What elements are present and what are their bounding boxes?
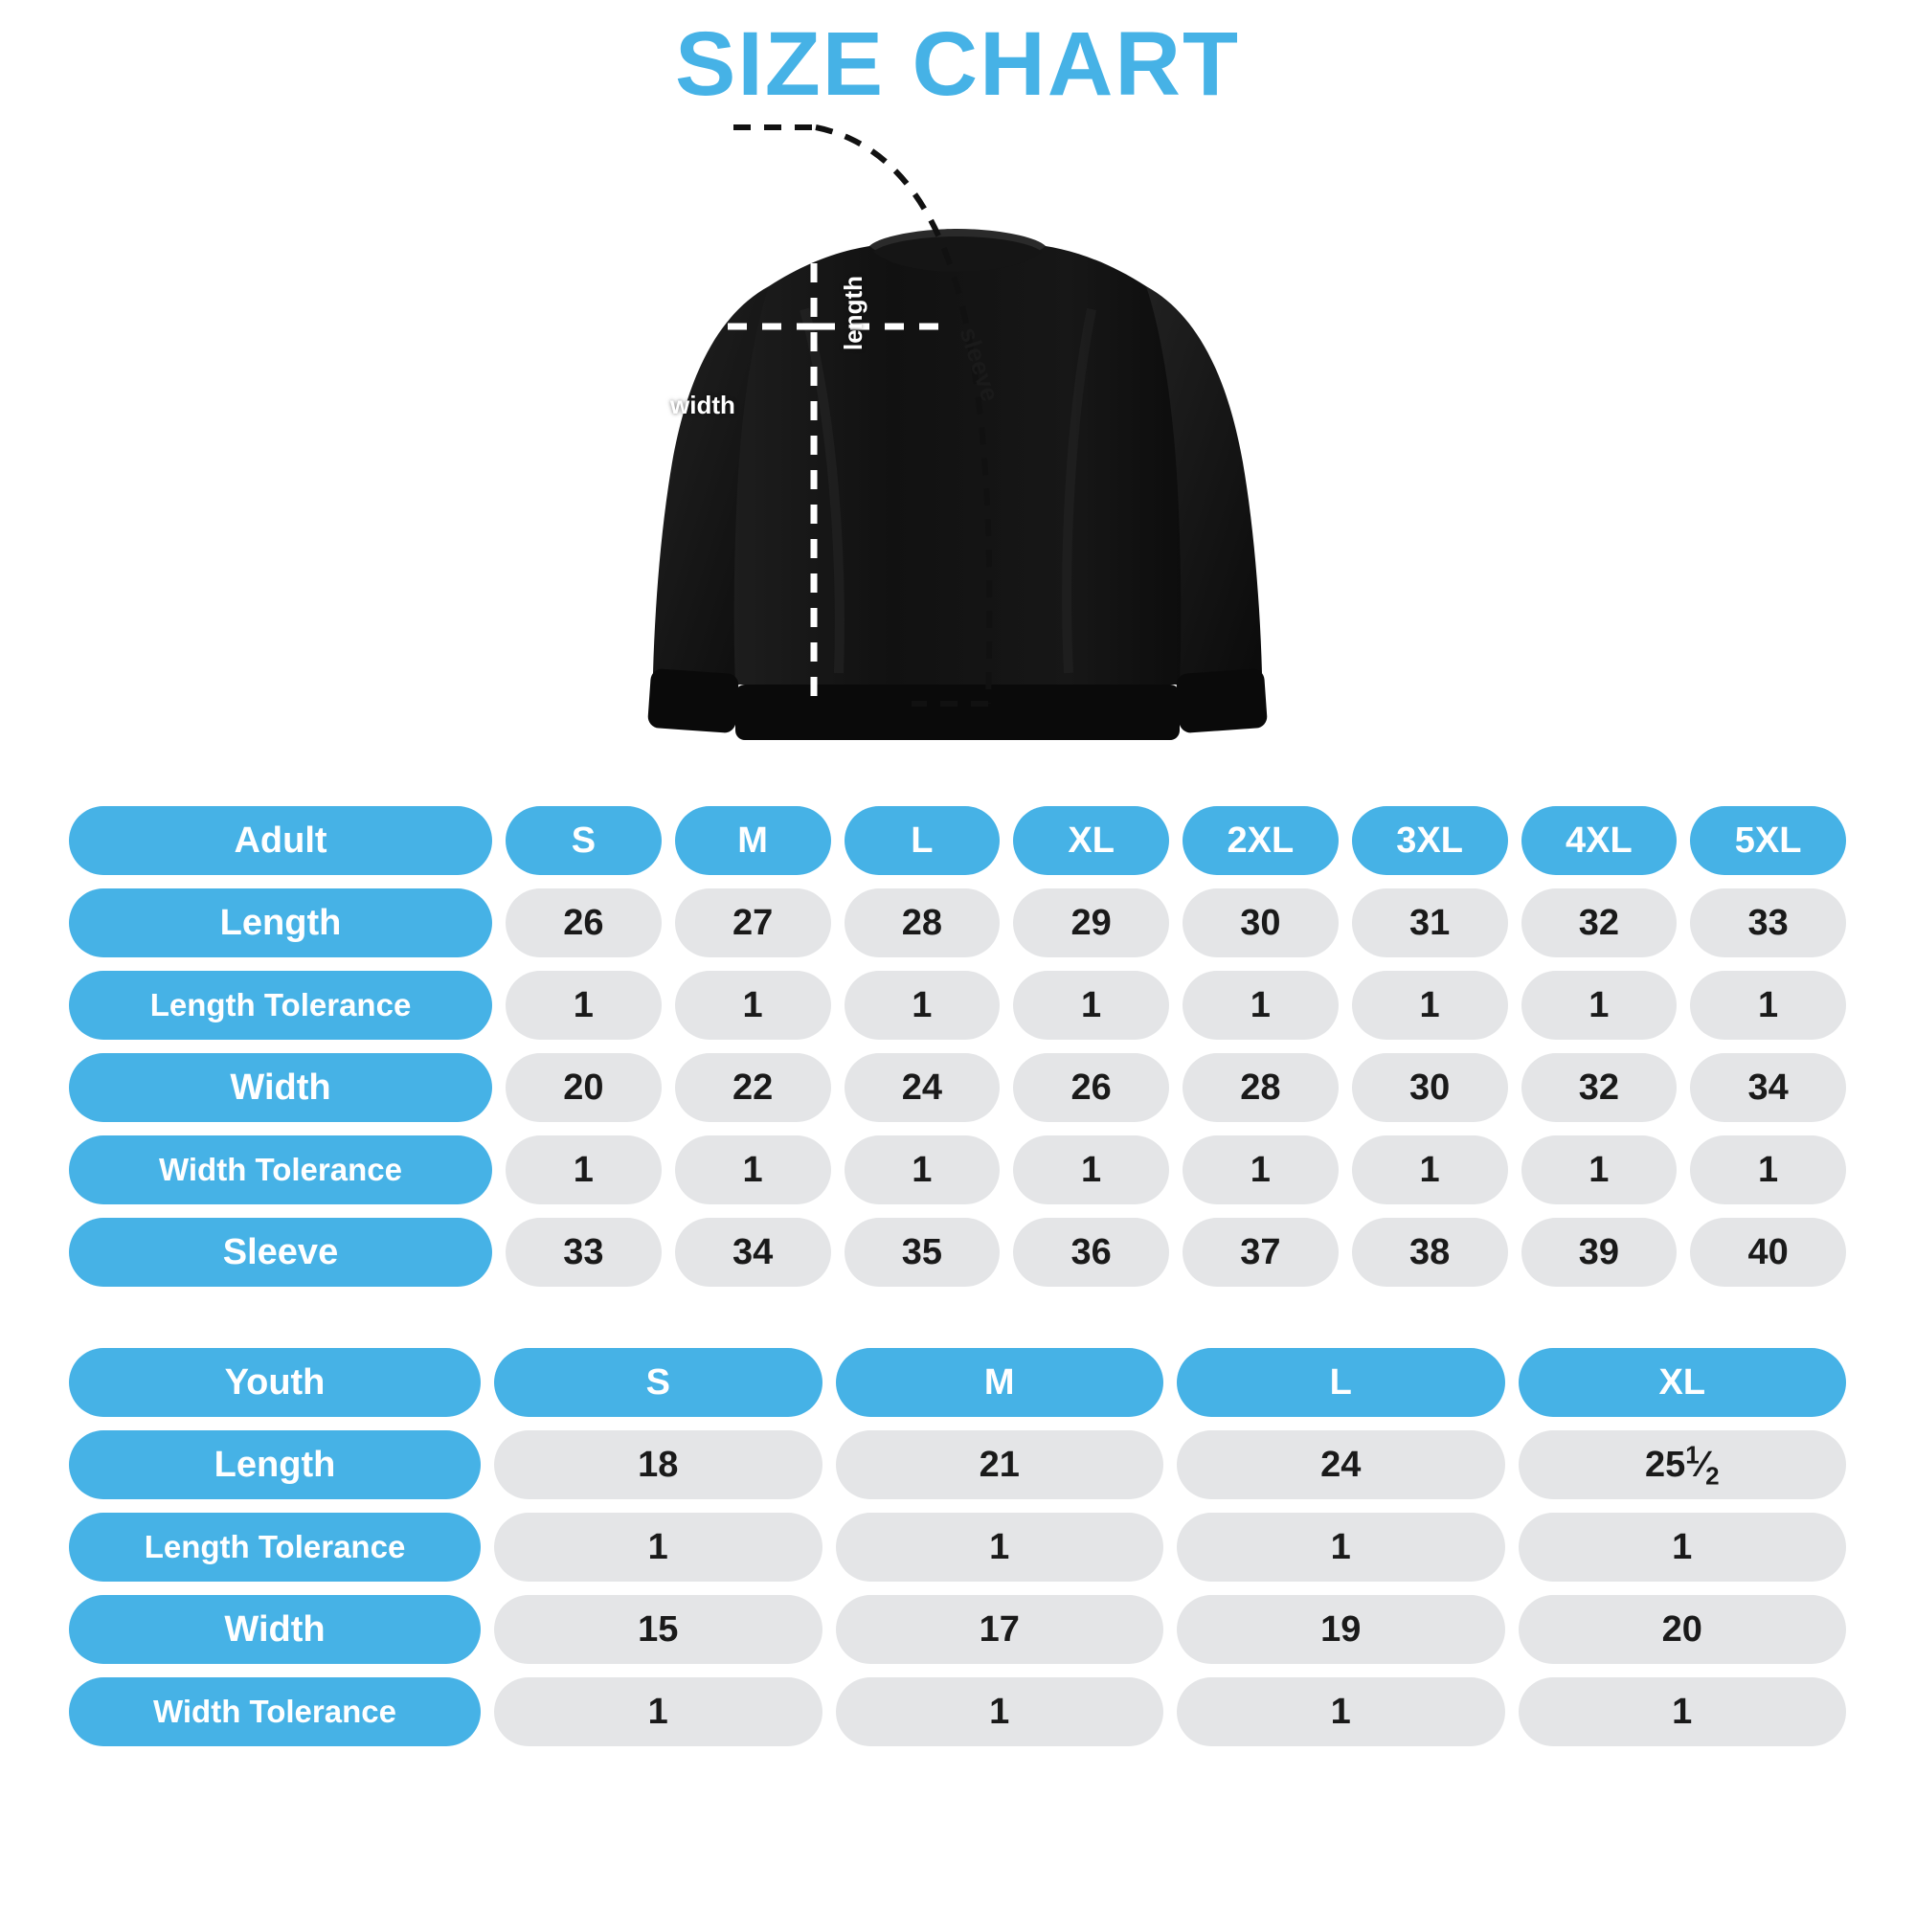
table-header-row xyxy=(69,1348,1846,1417)
youth-cell-length-l: 24 xyxy=(1177,1430,1505,1499)
youth-cell-width-tolerance-m: 1 xyxy=(836,1677,1164,1746)
row-label-sleeve: Sleeve xyxy=(69,1218,492,1287)
page-title: SIZE CHART xyxy=(675,13,1240,115)
size-chart-page xyxy=(0,13,1915,1932)
adult-size-table xyxy=(56,793,1859,1300)
cell-length-2xl: 30 xyxy=(1183,888,1339,957)
table-row xyxy=(69,1135,1846,1204)
cell-width-5xl: 34 xyxy=(1690,1053,1846,1122)
youth-cell-length-m: 21 xyxy=(836,1430,1164,1499)
cell-width-s: 20 xyxy=(506,1053,662,1122)
cell-sleeve-2xl: 37 xyxy=(1183,1218,1339,1287)
adult-corner-label: Adult xyxy=(69,806,492,875)
column-header-3xl: 3XL xyxy=(1352,806,1508,875)
youth-row-label-width-tolerance: Width Tolerance xyxy=(69,1677,481,1746)
cell-length-tolerance-2xl: 1 xyxy=(1183,971,1339,1040)
cell-width-tolerance-l: 1 xyxy=(845,1135,1001,1204)
youth-cell-length-tolerance-m: 1 xyxy=(836,1513,1164,1582)
youth-cell-width-tolerance-l: 1 xyxy=(1177,1677,1505,1746)
cell-width-m: 22 xyxy=(675,1053,831,1122)
table-row xyxy=(69,888,1846,957)
cell-width-tolerance-2xl: 1 xyxy=(1183,1135,1339,1204)
cell-length-4xl: 32 xyxy=(1521,888,1678,957)
youth-corner-label: Youth xyxy=(69,1348,481,1417)
table-row xyxy=(69,1677,1846,1746)
column-header-5xl: 5XL xyxy=(1690,806,1846,875)
youth-column-header-l: L xyxy=(1177,1348,1505,1417)
cell-sleeve-4xl: 39 xyxy=(1521,1218,1678,1287)
youth-cell-width-m: 17 xyxy=(836,1595,1164,1664)
cell-width-tolerance-m: 1 xyxy=(675,1135,831,1204)
cell-length-tolerance-xl: 1 xyxy=(1013,971,1169,1040)
column-header-l: L xyxy=(845,806,1001,875)
cell-width-4xl: 32 xyxy=(1521,1053,1678,1122)
youth-column-header-s: S xyxy=(494,1348,822,1417)
cell-sleeve-l: 35 xyxy=(845,1218,1001,1287)
youth-row-label-length: Length xyxy=(69,1430,481,1499)
cell-width-tolerance-4xl: 1 xyxy=(1521,1135,1678,1204)
cell-width-2xl: 28 xyxy=(1183,1053,1339,1122)
column-header-2xl: 2XL xyxy=(1183,806,1339,875)
youth-cell-length-s: 18 xyxy=(494,1430,822,1499)
youth-cell-length-tolerance-l: 1 xyxy=(1177,1513,1505,1582)
column-header-s: S xyxy=(506,806,662,875)
column-header-4xl: 4XL xyxy=(1521,806,1678,875)
cell-length-tolerance-3xl: 1 xyxy=(1352,971,1508,1040)
table-row xyxy=(69,1513,1846,1582)
cell-length-s: 26 xyxy=(506,888,662,957)
youth-size-table xyxy=(56,1335,1859,1760)
table-row xyxy=(69,1218,1846,1287)
cell-width-l: 24 xyxy=(845,1053,1001,1122)
table-header-row xyxy=(69,806,1846,875)
youth-cell-length-tolerance-xl: 1 xyxy=(1519,1513,1847,1582)
cell-length-tolerance-m: 1 xyxy=(675,971,831,1040)
youth-cell-length-xl: $25^1⁄_2$ xyxy=(1519,1430,1847,1499)
row-label-width-tolerance: Width Tolerance xyxy=(69,1135,492,1204)
cell-width-tolerance-3xl: 1 xyxy=(1352,1135,1508,1204)
row-label-length: Length xyxy=(69,888,492,957)
cell-length-3xl: 31 xyxy=(1352,888,1508,957)
cell-length-tolerance-l: 1 xyxy=(845,971,1001,1040)
youth-cell-width-xl: 20 xyxy=(1519,1595,1847,1664)
width-label: width xyxy=(670,390,735,419)
cell-length-tolerance-s: 1 xyxy=(506,971,662,1040)
cell-width-tolerance-xl: 1 xyxy=(1013,1135,1169,1204)
youth-cell-length-tolerance-s: 1 xyxy=(494,1513,822,1582)
table-row xyxy=(69,971,1846,1040)
youth-cell-width-tolerance-xl: 1 xyxy=(1519,1677,1847,1746)
cell-width-tolerance-s: 1 xyxy=(506,1135,662,1204)
row-label-length-tolerance: Length Tolerance xyxy=(69,971,492,1040)
cell-length-5xl: 33 xyxy=(1690,888,1846,957)
cell-width-tolerance-5xl: 1 xyxy=(1690,1135,1846,1204)
youth-cell-width-l: 19 xyxy=(1177,1595,1505,1664)
youth-column-header-xl: XL xyxy=(1519,1348,1847,1417)
cell-sleeve-3xl: 38 xyxy=(1352,1218,1508,1287)
cell-length-m: 27 xyxy=(675,888,831,957)
youth-cell-width-tolerance-s: 1 xyxy=(494,1677,822,1746)
size-tables xyxy=(0,793,1915,1760)
youth-cell-width-s: 15 xyxy=(494,1595,822,1664)
youth-column-header-m: M xyxy=(836,1348,1164,1417)
cell-length-xl: 29 xyxy=(1013,888,1169,957)
cell-length-tolerance-5xl: 1 xyxy=(1690,971,1846,1040)
youth-row-label-length-tolerance: Length Tolerance xyxy=(69,1513,481,1582)
cell-length-l: 28 xyxy=(845,888,1001,957)
table-row xyxy=(69,1595,1846,1664)
cell-sleeve-m: 34 xyxy=(675,1218,831,1287)
sleeve-label: sleeve xyxy=(954,323,1005,405)
cell-width-3xl: 30 xyxy=(1352,1053,1508,1122)
cell-sleeve-5xl: 40 xyxy=(1690,1218,1846,1287)
sweatshirt-icon xyxy=(613,223,1302,750)
cell-length-tolerance-4xl: 1 xyxy=(1521,971,1678,1040)
table-row xyxy=(69,1053,1846,1122)
column-header-m: M xyxy=(675,806,831,875)
table-row xyxy=(69,1430,1846,1499)
cell-sleeve-xl: 36 xyxy=(1013,1218,1169,1287)
garment-illustration xyxy=(0,113,1915,783)
cell-width-xl: 26 xyxy=(1013,1053,1169,1122)
cell-sleeve-s: 33 xyxy=(506,1218,662,1287)
youth-row-label-width: Width xyxy=(69,1595,481,1664)
length-label: length xyxy=(839,275,867,350)
column-header-xl: XL xyxy=(1013,806,1169,875)
row-label-width: Width xyxy=(69,1053,492,1122)
